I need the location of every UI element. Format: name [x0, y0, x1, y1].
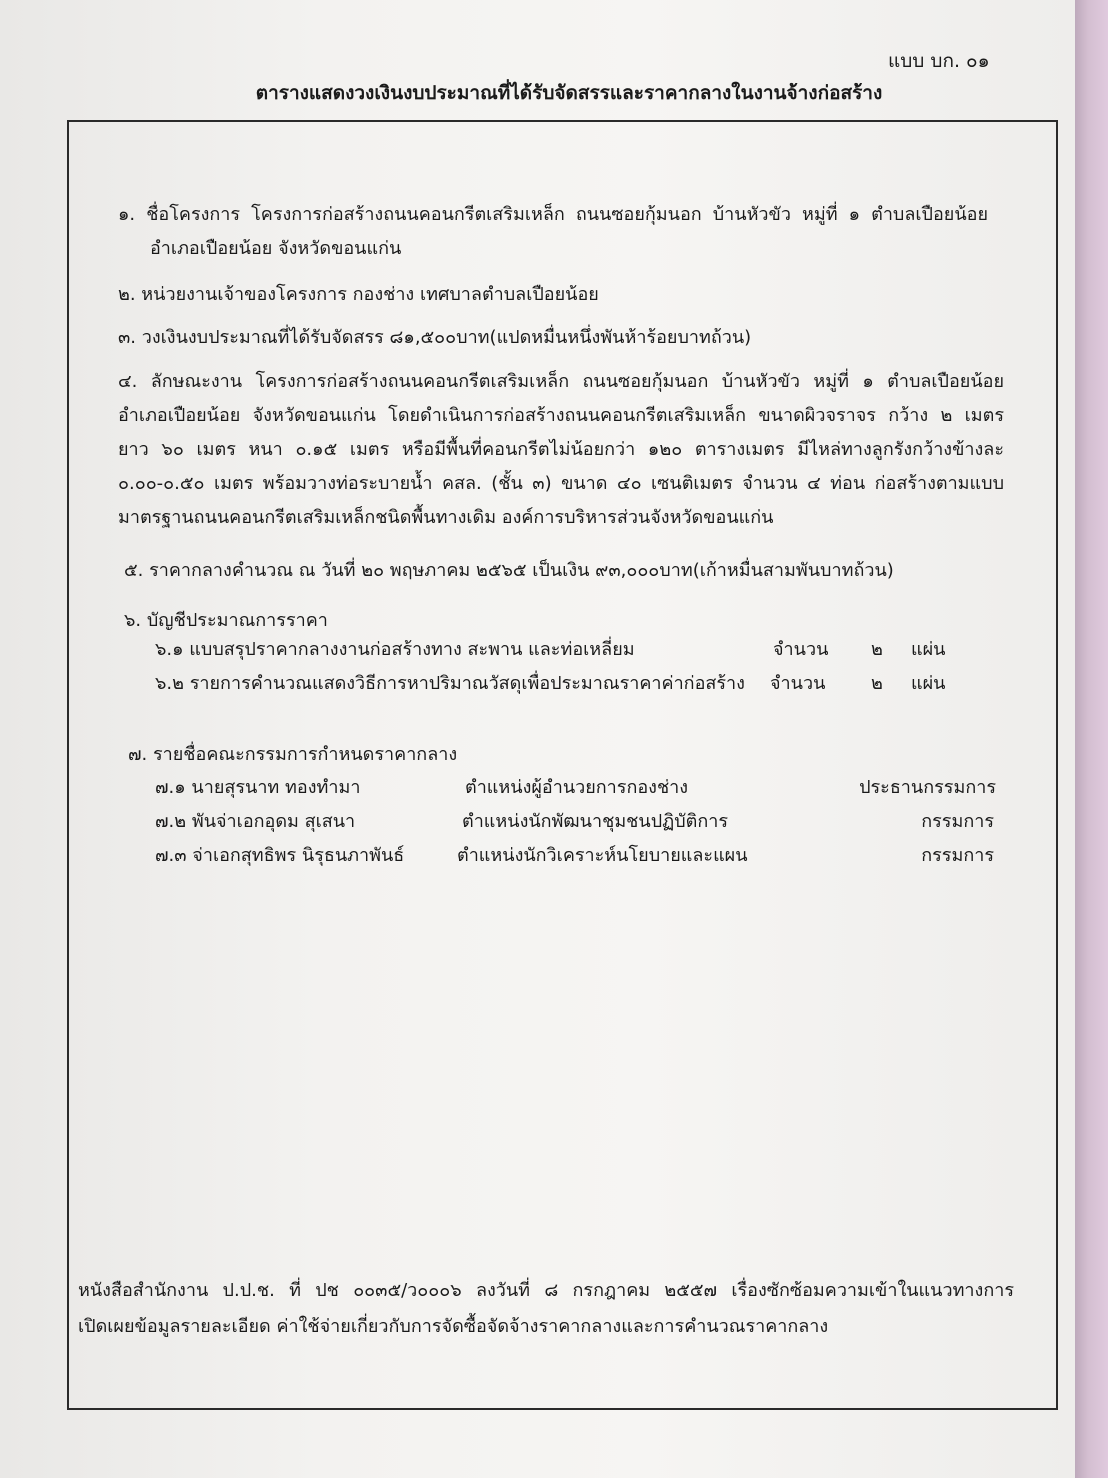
item-4-line-2: อำเภอเปือยน้อย จังหวัดขอนแก่น โดยดำเนินการก่อสร้างถนนคอนกรีตเสริมเหล็ก ขนาดผิวจราจร กว้าง ๒ เมตร — [118, 405, 1004, 426]
item-4-line-5: มาตรฐานถนนคอนกรีตเสริมเหล็กชนิดพื้นทางเดิม องค์การบริหารส่วนจังหวัดขอนแก่น — [118, 507, 774, 528]
item-6-2-label: ๖.๒ รายการคำนวณแสดงวิธีการหาปริมาณวัสดุเพื่อประมาณราคาค่าก่อสร้าง — [155, 673, 745, 694]
committee-3-position: ตำแหน่งนักวิเคราะห์นโยบายและแผน — [457, 845, 748, 866]
item-4-line-1: ๔. ลักษณะงาน โครงการก่อสร้างถนนคอนกรีตเสริมเหล็ก ถนนซอยกุ้มนอก บ้านหัวขัว หมู่ที่ ๑ ตำบลเปือยน้อย — [118, 371, 1004, 392]
committee-2-name: ๗.๒ พันจ่าเอกอุดม สุเสนา — [155, 811, 356, 832]
item-5: ๕. ราคากลางคำนวณ ณ วันที่ ๒๐ พฤษภาคม ๒๕๖๕ เป็นเงิน ๙๓,๐๐๐บาท(เก้าหมื่นสามพันบาทถ้วน) — [124, 560, 894, 581]
footer-note-line-1: หนังสือสำนักงาน ป.ป.ช. ที่ ปช ๐๐๓๕/ว๐๐๐๖ ลงวันที่ ๘ กรกฎาคม ๒๕๕๗ เรื่องซักซ้อมความเข้าในแนวทางการ — [78, 1280, 1014, 1301]
committee-1-name: ๗.๑ นายสุรนาท ทองทำมา — [155, 777, 361, 798]
item-6-1-qty: ๒ — [871, 639, 883, 660]
item-4-line-4: ๐.๐๐-๐.๕๐ เมตร พร้อมวางท่อระบายน้ำ คสล. (ชั้น ๓) ขนาด ๔๐ เซนติเมตร จำนวน ๔ ท่อน ก่อสร้างตามแบบ — [118, 473, 1004, 494]
item-3: ๓. วงเงินงบประมาณที่ได้รับจัดสรร ๘๑,๕๐๐บาท(แปดหมื่นหนึ่งพันห้าร้อยบาทถ้วน) — [118, 327, 752, 348]
item-6-1-label: ๖.๑ แบบสรุปราคากลางงานก่อสร้างทาง สะพาน และท่อเหลี่ยม — [155, 639, 635, 660]
committee-2-position: ตำแหน่งนักพัฒนาชุมชนปฏิบัติการ — [462, 811, 729, 832]
item-2: ๒. หน่วยงานเจ้าของโครงการ กองช่าง เทศบาลตำบลเปือยน้อย — [118, 284, 599, 305]
item-6-2-unit: แผ่น — [911, 673, 946, 694]
committee-1-role: ประธานกรรมการ — [859, 777, 996, 798]
form-code: แบบ บก. ๐๑ — [888, 50, 990, 72]
committee-1-position: ตำแหน่งผู้อำนวยการกองช่าง — [465, 777, 689, 798]
committee-3-role: กรรมการ — [921, 845, 994, 866]
document-title: ตารางแสดงวงเงินงบประมาณที่ได้รับจัดสรรและราคากลางในงานจ้างก่อสร้าง — [255, 82, 883, 104]
item-6-1-unit: แผ่น — [911, 639, 946, 660]
item-1-line-2: อำเภอเปือยน้อย จังหวัดขอนแก่น — [150, 238, 402, 259]
item-6-2-qty-label: จำนวน — [770, 673, 826, 694]
background-edge — [1075, 0, 1108, 1478]
item-7: ๗. รายชื่อคณะกรรมการกำหนดราคากลาง — [128, 744, 458, 765]
committee-3-name: ๗.๓ จ่าเอกสุทธิพร นิรุธนภาพันธ์ — [155, 845, 405, 866]
committee-2-role: กรรมการ — [921, 811, 994, 832]
item-4-line-3: ยาว ๖๐ เมตร หนา ๐.๑๕ เมตร หรือมีพื้นที่คอนกรีตไม่น้อยกว่า ๑๒๐ ตารางเมตร มีไหล่ทางลูกรังกว้างข้างละ — [118, 439, 1004, 460]
item-6-1-qty-label: จำนวน — [773, 639, 829, 660]
item-1-line-1: ๑. ชื่อโครงการ โครงการก่อสร้างถนนคอนกรีตเสริมเหล็ก ถนนซอยกุ้มนอก บ้านหัวขัว หมู่ที่ ๑ ตำบลเปือยน้อย — [118, 204, 988, 225]
footer-note-line-2: เปิดเผยข้อมูลรายละเอียด ค่าใช้จ่ายเกี่ยวกับการจัดซื้อจัดจ้างราคากลางและการคำนวณราคากลาง — [78, 1316, 829, 1337]
item-6: ๖. บัญชีประมาณการราคา — [124, 610, 328, 631]
item-6-2-qty: ๒ — [871, 673, 883, 694]
